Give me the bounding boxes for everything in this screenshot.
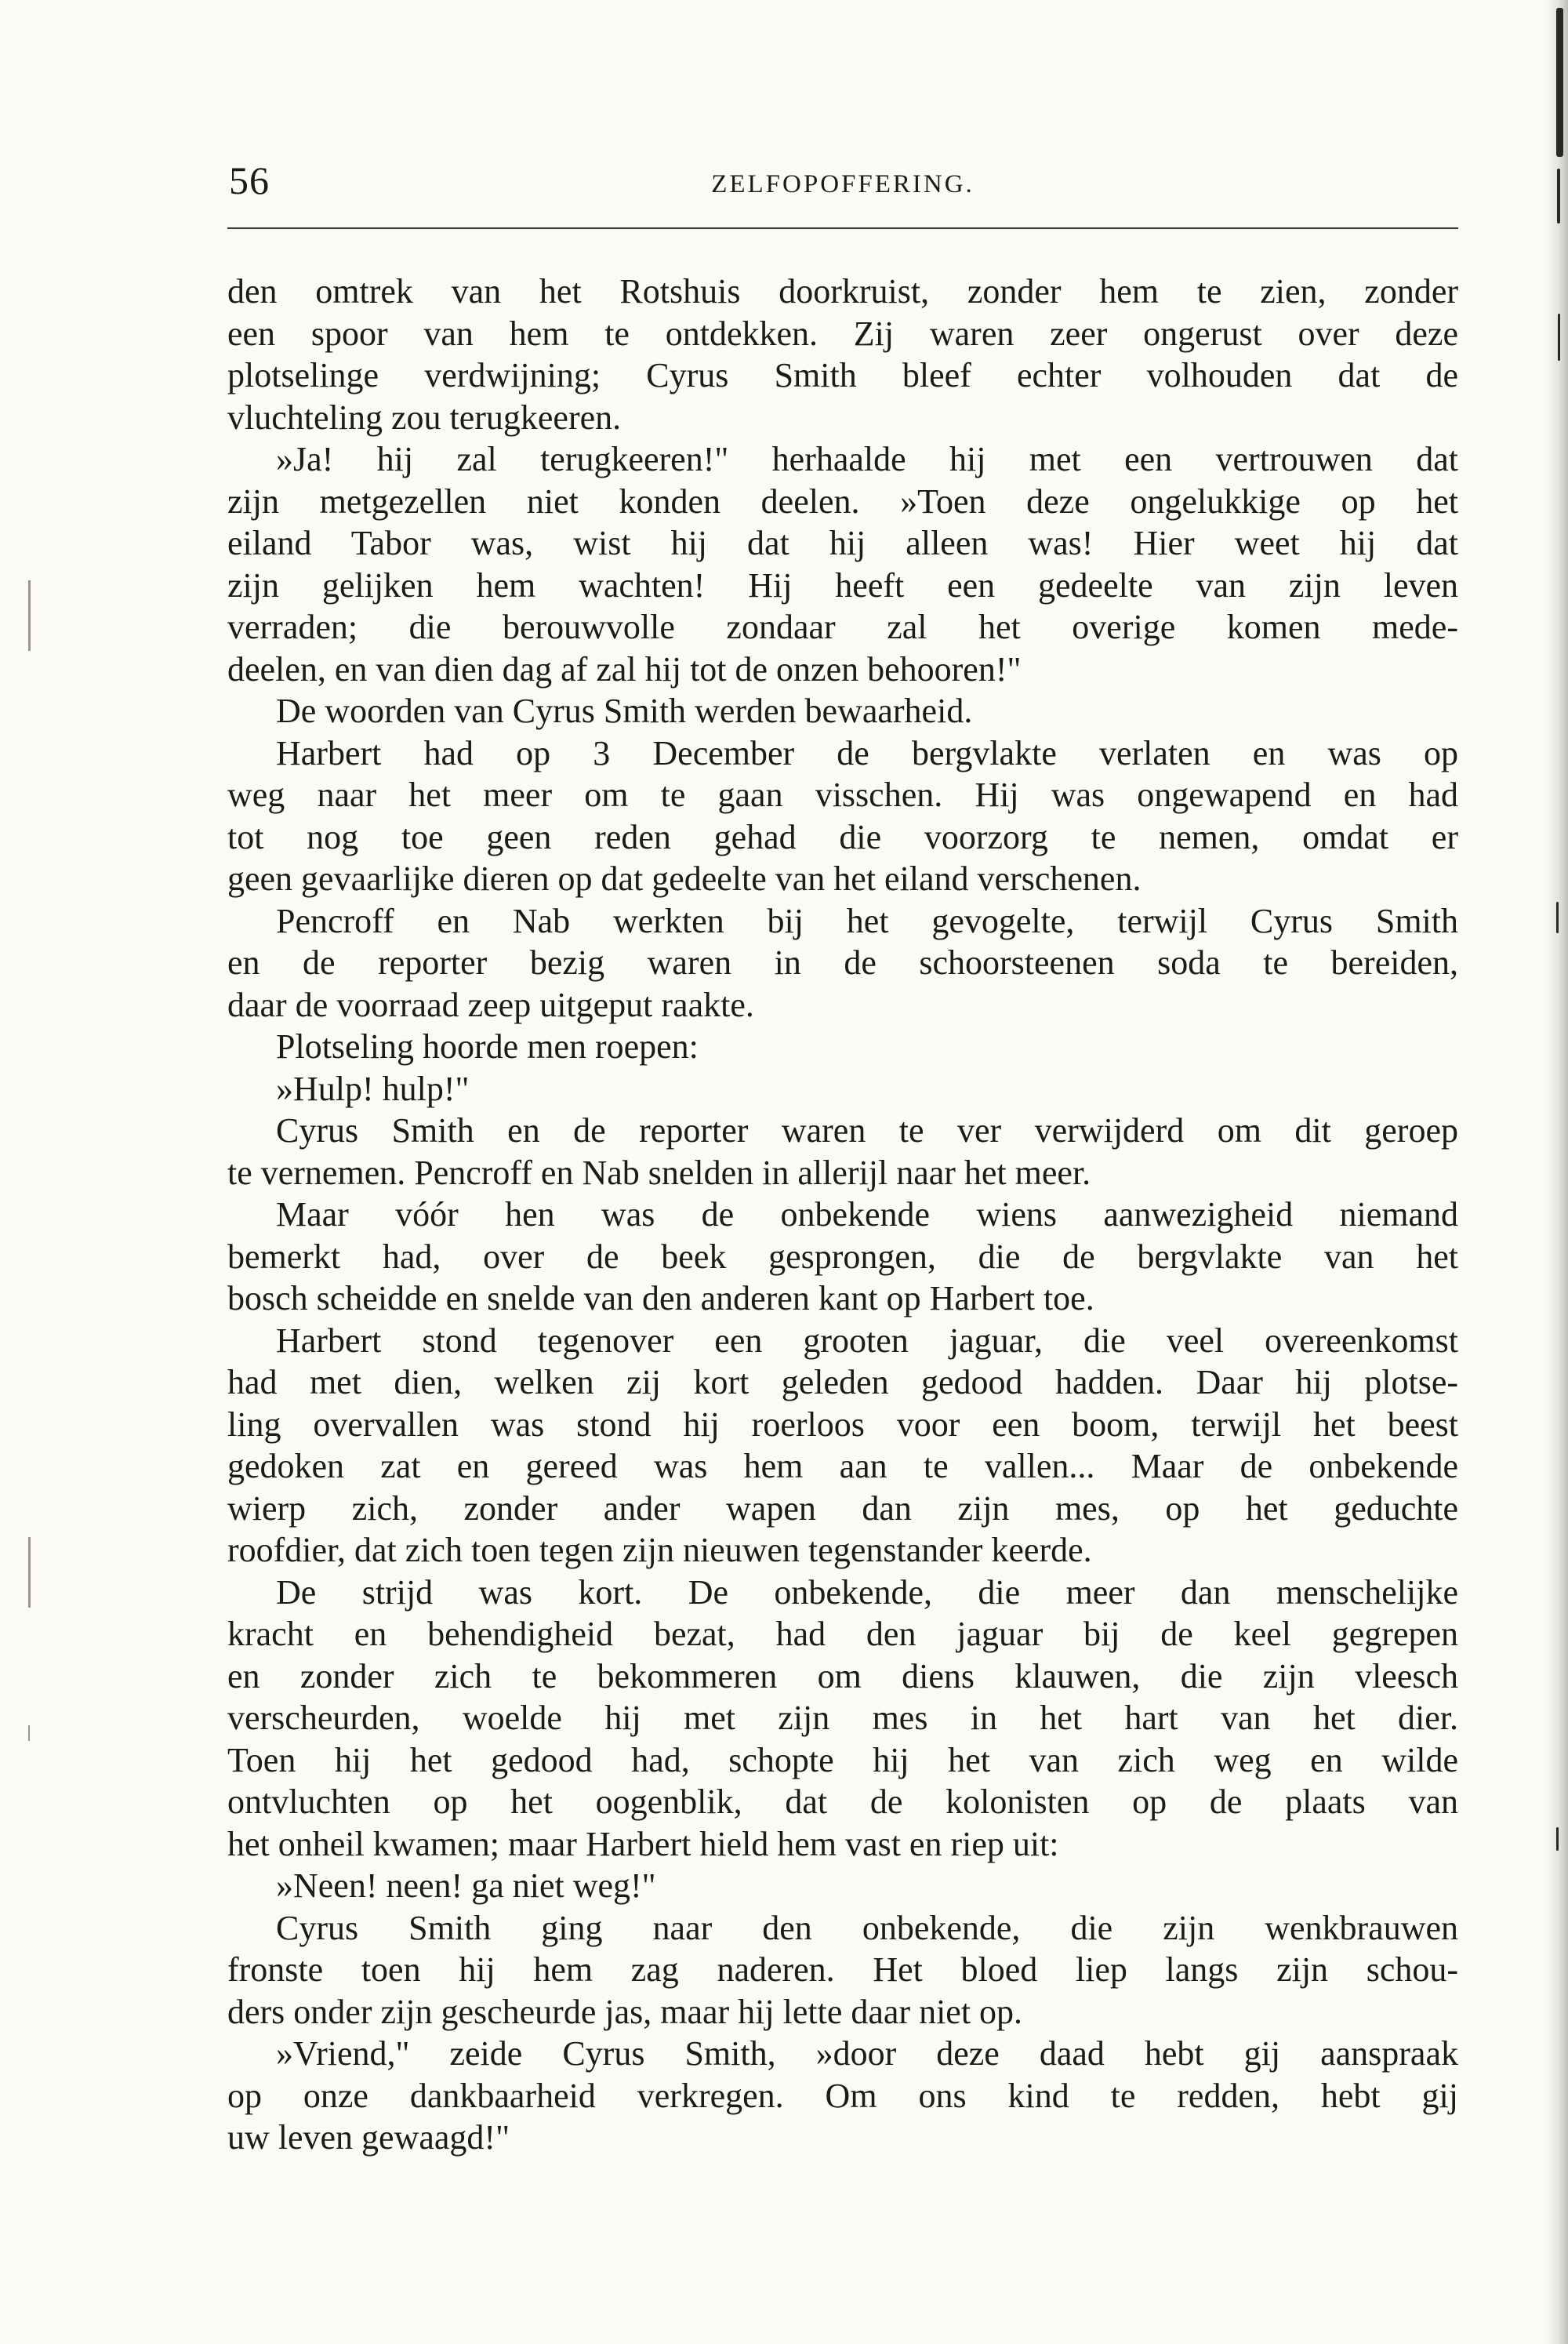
text-line: verraden; die berouwvolle zondaar zal het overige komen mede- <box>227 608 1458 646</box>
text-line: Harbert stond tegenover een grooten jaguar, die veel overeenkomst <box>276 1321 1458 1360</box>
text-line: Toen hij het gedood had, schopte hij het van zich weg en wilde <box>227 1740 1458 1779</box>
gutter-mark <box>28 580 31 651</box>
text-line: tot nog toe geen reden gehad die voorzorg te nemen, omdat er <box>227 817 1458 856</box>
text-line: geen gevaarlijke dieren op dat gedeelte van het eiland verschenen. <box>227 859 1142 898</box>
text-line: wierp zich, zonder ander wapen dan zijn mes, op het geduchte <box>227 1488 1458 1528</box>
text-line: den omtrek van het Rotshuis doorkruist, zonder hem te zien, zonder <box>227 272 1458 311</box>
text-line: zijn metgezellen niet konden deelen. »Toen deze ongelukkige op het <box>227 482 1458 521</box>
header-rule <box>227 227 1458 229</box>
body-text <box>227 271 1458 2159</box>
gutter-mark <box>28 1537 31 1608</box>
text-line: eiland Tabor was, wist hij dat hij alleen was! Hier weet hij dat <box>227 524 1458 562</box>
text-line: op onze dankbaarheid verkregen. Om ons kind te redden, hebt gij <box>227 2076 1458 2115</box>
gutter-mark <box>28 1725 30 1741</box>
text-line: Cyrus Smith en de reporter waren te ver verwijderd om dit geroep <box>276 1111 1458 1150</box>
text-line: ling overvallen was stond hij roerloos voor een boom, terwijl het beest <box>227 1405 1458 1444</box>
scan-edge-mark <box>1556 902 1559 933</box>
text-line: Plotseling hoorde men roepen: <box>276 1027 699 1066</box>
text-line: weg naar het meer om te gaan visschen. Hij was ongewapend en had <box>227 776 1458 814</box>
scan-edge-mark <box>1556 1827 1559 1851</box>
text-line: en zonder zich te bekommeren om diens klauwen, die zijn vleesch <box>227 1656 1458 1695</box>
text-line: deelen, en van dien dag af zal hij tot de onzen behooren!" <box>227 649 1022 689</box>
text-line: »Ja! hij zal terugkeeren!" herhaalde hij met een vertrouwen dat <box>276 440 1458 478</box>
scan-edge-mark <box>1557 169 1560 223</box>
text-line: had met dien, welken zij kort geleden gedood hadden. Daar hij plotse- <box>227 1363 1458 1401</box>
text-line: De woorden van Cyrus Smith werden bewaarheid. <box>276 692 973 730</box>
text-line: roofdier, dat zich toen tegen zijn nieuwen tegenstander keerde. <box>227 1531 1092 1569</box>
page-edge-shadow <box>1544 0 1568 2344</box>
text-line: uw leven gewaagd!" <box>227 2118 510 2157</box>
text-line: »Neen! neen! ga niet weg!" <box>276 1866 656 1905</box>
page-number: 56 <box>229 158 270 202</box>
text-line: »Hulp! hulp!" <box>276 1069 470 1108</box>
text-line: ders onder zijn gescheurde jas, maar hij lette daar niet op. <box>227 1992 1023 2031</box>
text-line: daar de voorraad zeep uitgeput raakte. <box>227 985 754 1024</box>
text-line: Cyrus Smith ging naar den onbekende, die zijn wenkbrauwen <box>276 1908 1458 1947</box>
running-title: ZELFOPOFFERING. <box>711 170 975 198</box>
text-line: zijn gelijken hem wachten! Hij heeft een gedeelte van zijn leven <box>227 565 1458 605</box>
text-line: Harbert had op 3 December de bergvlakte verlaten en was op <box>276 733 1458 772</box>
text-line: te vernemen. Pencroff en Nab snelden in allerijl naar het meer. <box>227 1153 1091 1192</box>
text-line: Maar vóór hen was de onbekende wiens aanwezigheid niemand <box>276 1195 1458 1234</box>
text-line: en de reporter bezig waren in de schoorsteenen soda te bereiden, <box>227 943 1458 982</box>
text-line: plotselinge verdwijning; Cyrus Smith bleef echter volhouden dat de <box>227 356 1458 394</box>
text-line: fronste toen hij hem zag naderen. Het bloed liep langs zijn schou- <box>227 1950 1458 1989</box>
text-line: »Vriend," zeide Cyrus Smith, »door deze daad hebt gij aanspraak <box>276 2034 1458 2073</box>
text-line: verscheurden, woelde hij met zijn mes in het hart van het dier. <box>227 1699 1458 1737</box>
scan-edge-mark <box>1556 8 1563 157</box>
text-line: gedoken zat en gereed was hem aan te vallen... Maar de onbekende <box>227 1447 1458 1485</box>
text-line: het onheil kwamen; maar Harbert hield hem vast en riep uit: <box>227 1824 1059 1863</box>
text-line: Pencroff en Nab werkten bij het gevogelte, terwijl Cyrus Smith <box>276 901 1458 940</box>
scan-edge-mark <box>1558 314 1560 361</box>
text-line: bosch scheidde en snelde van den anderen kant op Harbert toe. <box>227 1279 1094 1317</box>
text-line: vluchteling zou terugkeeren. <box>227 398 622 437</box>
page-header <box>227 157 1458 212</box>
text-line: ontvluchten op het oogenblik, dat de kolonisten op de plaats van <box>227 1783 1458 1821</box>
text-line: kracht en behendigheid bezat, had den jaguar bij de keel gegrepen <box>227 1615 1458 1653</box>
text-line: bemerkt had, over de beek gesprongen, die de bergvlakte van het <box>227 1237 1458 1276</box>
text-line: een spoor van hem te ontdekken. Zij waren zeer ongerust over deze <box>227 314 1458 353</box>
text-line: De strijd was kort. De onbekende, die meer dan menschelijke <box>276 1572 1458 1612</box>
